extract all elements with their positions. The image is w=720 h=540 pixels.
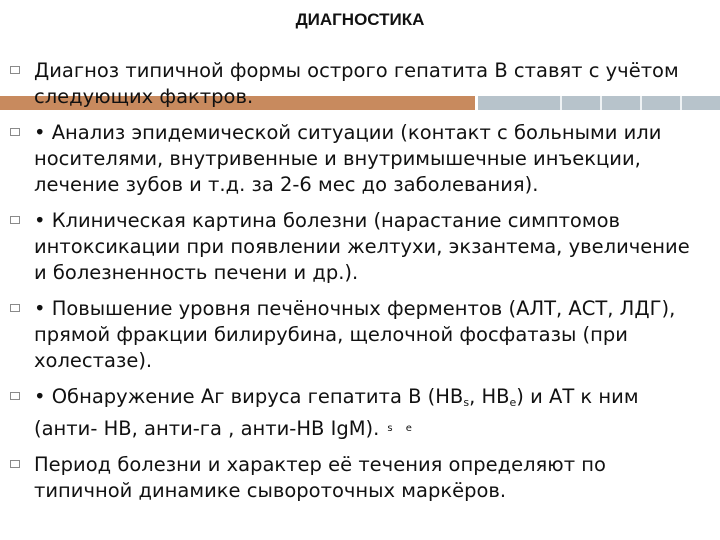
- item-text: Диагноз типичной формы острого гепатита В ставят с учётом следующих фактров.: [34, 59, 679, 108]
- list-item: [10, 384, 710, 442]
- list-item: [10, 296, 710, 374]
- list-item: [10, 120, 710, 198]
- square-bullet-icon: [10, 216, 20, 224]
- subscript: s: [463, 396, 470, 409]
- subscript: e: [509, 396, 517, 409]
- item-text: Период болезни и характер её течения определяют по типичной динамике сывороточных маркёров.: [34, 453, 606, 502]
- item-text: [34, 384, 704, 442]
- list-item: [10, 208, 710, 286]
- item-text-part: • Обнаружение Аг вируса гепатита В (НВ: [34, 385, 464, 408]
- square-bullet-icon: [10, 66, 20, 74]
- item-text: • Анализ эпидемической ситуации (контакт с больными или носителями, внутривенные и внутримышечные инъекции, лечение зубов и т.д. за 2-6 мес до заболевания).: [34, 121, 662, 196]
- bullet-list: [10, 58, 710, 514]
- list-item: [10, 58, 710, 110]
- item-text: • Повышение уровня печёночных ферментов (АЛТ, АСТ, ЛДГ), прямой фракции билирубина, щелочной фосфатазы (при холестазе).: [34, 297, 676, 372]
- item-text-part: , НВ: [469, 385, 510, 408]
- floating-subscript-letters: s e: [387, 423, 417, 434]
- list-item: [10, 452, 710, 504]
- square-bullet-icon: [10, 460, 20, 468]
- square-bullet-icon: [10, 392, 20, 400]
- slide-title: ДИАГНОСТИКА: [295, 10, 425, 29]
- item-text: • Клиническая картина болезни (нарастание симптомов интоксикации при появлении желтухи, экзантема, увеличение и болезненность печени и др.).: [34, 209, 690, 284]
- square-bullet-icon: [10, 128, 20, 136]
- square-bullet-icon: [10, 304, 20, 312]
- item-text-part: ) и АТ к ним (анти- НВ, анти-га , анти-НВ IgM).: [34, 385, 639, 440]
